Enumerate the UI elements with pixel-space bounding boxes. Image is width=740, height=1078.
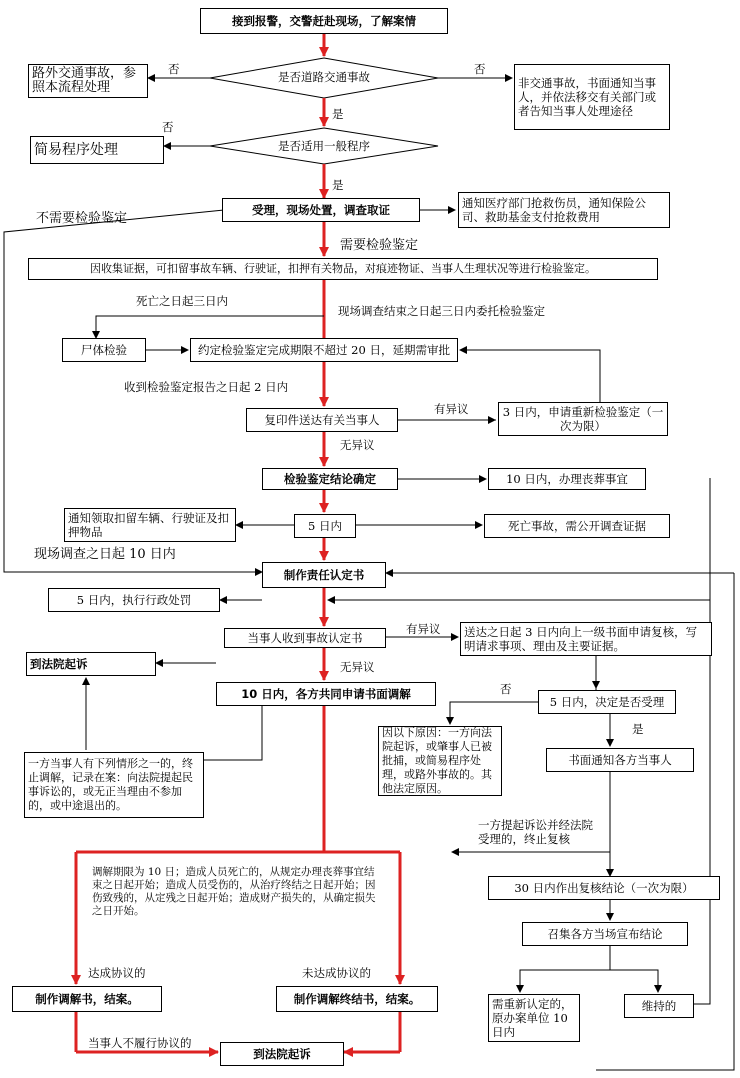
- to-court-box-1: 到法院起诉: [26, 652, 156, 676]
- simple-procedure-box: 简易程序处理: [30, 136, 164, 164]
- maintain-box: 维持的: [624, 994, 694, 1018]
- mediate-period-text: 调解期限为 10 日；造成人员死亡的，从规定办理丧葬事宜结束之日起开始；造成人员受伤的，从治疗终结之日起开始；因伤致残的，从定残之日起开始；造成财产损失的，从确定损失之日开始。: [92, 866, 376, 917]
- question-road-text: 是否道路交通事故: [278, 70, 370, 84]
- accept-decide-box: 5 日内，决定是否受理: [538, 690, 676, 714]
- label-no-objection-1: 无异议: [340, 438, 375, 452]
- accept-box: 受理，现场处置，调查取证: [222, 198, 420, 222]
- start-box: 接到报警，交警赶赴现场，了解案情: [200, 8, 448, 34]
- label-scene-3days: 现场调查结束之日起三日内委托检验鉴定: [338, 304, 545, 318]
- make-end-box: 制作调解终结书，结案。: [276, 986, 438, 1012]
- label-yes-1: 是: [332, 107, 344, 121]
- question-general-text: 是否适用一般程序: [278, 139, 370, 153]
- copy-send-box: 复印件送达有关当事人: [246, 408, 398, 432]
- label-objection-2: 有异议: [406, 622, 441, 636]
- mediate-apply-box: 10 日内，各方共同申请书面调解: [216, 682, 436, 706]
- review-30-box: 30 日内作出复核结论（一次为限）: [488, 876, 720, 900]
- label-court-review: 一方提起诉讼并经法院受理的，终止复核: [478, 818, 593, 846]
- receive-cert-box: 当事人收到事故认定书: [224, 628, 386, 648]
- non-traffic-box: 非交通事故，书面通知当事人，并依法移交有关部门或者告知当事人处理途径: [514, 64, 670, 130]
- autopsy-box: 尸体检验: [62, 338, 146, 362]
- deadline-20-box: 约定检验鉴定完成期限不超过 20 日，延期需审批: [190, 338, 458, 362]
- label-objection-1: 有异议: [434, 402, 469, 416]
- announce-box: 召集各方当场宣布结论: [522, 922, 688, 946]
- make-cert-box: 制作责任认定书: [262, 562, 386, 588]
- label-agree: 达成协议的: [88, 966, 146, 980]
- label-yes-2: 是: [332, 178, 344, 192]
- label-need-appraisal: 需要检验鉴定: [340, 238, 419, 253]
- review-apply-box: 送达之日起 3 日内向上一级书面申请复核，写明请求事项、理由及主要证据。: [460, 622, 712, 656]
- label-no-objection-2: 无异议: [340, 660, 375, 674]
- five-day-box: 5 日内: [294, 514, 356, 538]
- collect-evidence-box: 因收集证据，可扣留事故车辆、行驶证，扣押有关物品，对痕迹物证、当事人生理状况等进行检验鉴定。: [28, 258, 658, 280]
- label-no-4: 否: [500, 682, 512, 696]
- terminate-note-box: 一方当事人有下列情形之一的，终止调解，记录在案：向法院提起民事诉讼的，或无正当理由不参加的，或中途退出的。: [24, 752, 204, 818]
- label-not-perform: 当事人不履行协议的: [88, 1036, 192, 1050]
- label-no-3: 否: [162, 120, 174, 134]
- label-not-agree: 未达成协议的: [302, 966, 371, 980]
- funeral-box: 10 日内，办理丧葬事宜: [488, 468, 646, 490]
- death-public-box: 死亡事故，需公开调查证据: [484, 514, 670, 538]
- label-death-3days: 死亡之日起三日内: [136, 294, 228, 308]
- admin-penalty-box: 5 日内，执行行政处罚: [48, 588, 220, 612]
- label-scene-10days: 现场调查之日起 10 日内: [34, 547, 176, 562]
- reasons-box: 因以下原因：一方向法院起诉，或肇事人已被批捕，或简易程序处理，或路外事故的。其他法定原因。: [378, 726, 502, 796]
- label-no-appraisal: 不需要检验鉴定: [36, 211, 128, 226]
- off-road-box: 路外交通事故，参照本流程处理: [28, 64, 148, 98]
- notify-parties-box: 书面通知各方当事人: [546, 748, 694, 772]
- confirm-box: 检验鉴定结论确定: [262, 468, 398, 490]
- notify-pickup-box: 通知领取扣留车辆、行驶证及扣押物品: [64, 508, 236, 542]
- label-yes-3: 是: [632, 722, 644, 736]
- to-court-box-2: 到法院起诉: [220, 1042, 344, 1066]
- make-mediation-box: 制作调解书，结案。: [12, 986, 162, 1012]
- label-no-1: 否: [168, 62, 180, 76]
- label-no-2: 否: [474, 62, 486, 76]
- notify-medical-box: 通知医疗部门抢救伤员，通知保险公司、救助基金支付抢救费用: [458, 192, 670, 228]
- reappraise-box: 3 日内，申请重新检验鉴定（一次为限）: [498, 402, 668, 436]
- label-report-2days: 收到检验鉴定报告之日起 2 日内: [124, 380, 289, 394]
- redo-box: 需重新认定的，原办案单位 10 日内: [488, 994, 580, 1042]
